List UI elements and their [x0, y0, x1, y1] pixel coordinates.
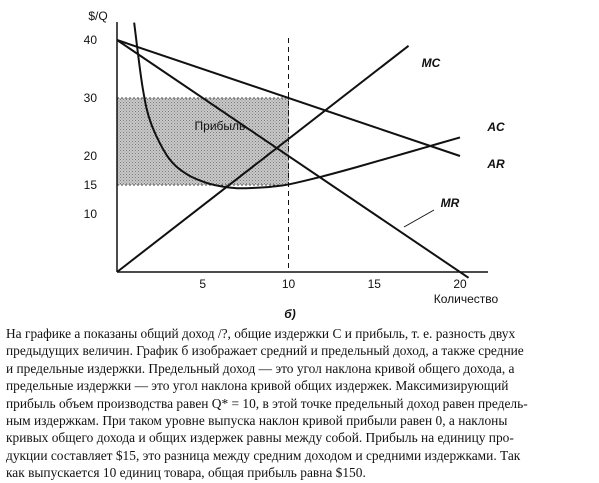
x-axis-title: Количество — [433, 292, 499, 306]
caption-line: прибыль объем производства равен Q* = 10, в этой точке предельный доход равен предель- — [6, 395, 528, 411]
caption-line: предыдущих величин. График б изображает средний и предельный доход, а также средние — [6, 343, 524, 359]
mc-label: MC — [421, 56, 441, 70]
caption — [6, 325, 596, 482]
y-tick-label: 15 — [83, 178, 97, 192]
caption-line: На графике а показаны общий доход /?, общие издержки С и прибыль, т. е. разность двух — [6, 326, 516, 341]
caption-line: предельные издержки — это угол наклона кривой общих издержек. Максимизирующий — [6, 378, 509, 394]
caption-line: ным издержкам. При таком уровне выпуска наклон кривой прибыли равен 0, а наклоны — [6, 413, 508, 429]
ac-label: AC — [487, 120, 505, 134]
x-tick-label: 5 — [199, 277, 207, 291]
mr-label: MR — [440, 196, 460, 210]
panel-label: б) — [284, 307, 296, 320]
profit-label: Прибыль — [194, 118, 246, 133]
mr-pointer — [404, 210, 434, 227]
y-axis-title: $/Q — [88, 9, 108, 23]
x-tick-label: 10 — [281, 277, 296, 291]
y-tick-label: 20 — [83, 149, 97, 163]
ar-label: AR — [487, 157, 505, 171]
y-tick-label: 40 — [83, 33, 97, 47]
y-tick-label: 30 — [83, 91, 97, 105]
caption-line: и предельные издержки. Предельный доход — это угол наклона кривой общего дохода, а — [6, 360, 515, 376]
caption-line: кривых общего дохода и общих издержек равны между собой. Прибыль на единицу про- — [6, 430, 514, 446]
x-tick-label: 20 — [453, 277, 467, 291]
caption-line: как выпускается 10 единиц товара, общая прибыль равна $150. — [6, 465, 366, 481]
y-tick-label: 10 — [83, 207, 97, 221]
x-tick-label: 15 — [367, 277, 381, 291]
caption-line: дукции составляет $15, это разница между средним доходом и средними издержками. Так — [6, 447, 521, 463]
profit-area — [117, 98, 289, 185]
